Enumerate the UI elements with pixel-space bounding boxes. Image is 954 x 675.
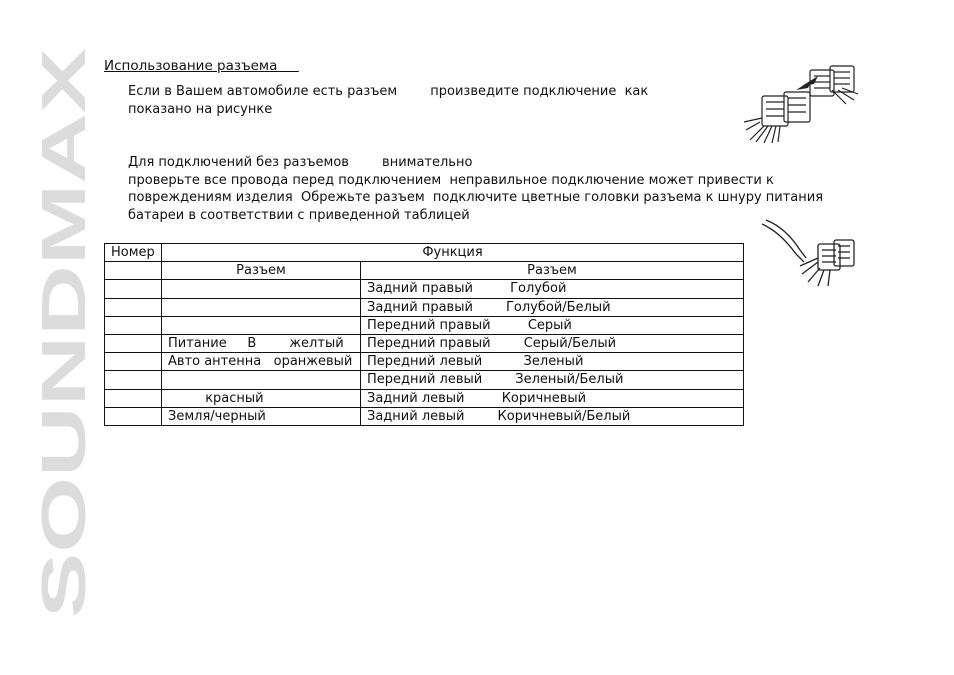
- connector-plug-illustration: [742, 60, 860, 144]
- table-row: [105, 316, 744, 334]
- subheader-right: Разъем: [361, 262, 744, 280]
- brand-logo: [30, 48, 99, 618]
- table-row: [105, 407, 744, 425]
- paragraph-connector: [128, 83, 648, 118]
- subheader-left: Разъем: [162, 262, 361, 280]
- row-left: [162, 280, 361, 298]
- row-number: [105, 280, 162, 298]
- wiring-table: [104, 243, 744, 426]
- row-right: Передний правый Серый: [361, 316, 744, 334]
- paragraph-line: Если в Вашем автомобиле есть разъем произведите подключение как: [128, 84, 649, 99]
- row-right: Задний левый Коричневый: [361, 389, 744, 407]
- row-left: Питание В желтый: [162, 334, 361, 352]
- row-left: [162, 371, 361, 389]
- row-right: Передний правый Серый/Белый: [361, 334, 744, 352]
- wire-cutter-illustration: [760, 218, 856, 288]
- brand-logo-text: SOUNDMAX: [30, 256, 99, 618]
- row-number: [105, 334, 162, 352]
- row-left: Авто антенна оранжевый: [162, 353, 361, 371]
- table-row: [105, 298, 744, 316]
- row-number: [105, 316, 162, 334]
- section-heading: Использование разъема: [104, 58, 299, 74]
- paragraph-line: повреждениям изделия Обрежьте разъем подключите цветные головки разъема к шнуру питания: [128, 190, 824, 205]
- row-number: [105, 353, 162, 371]
- table-cell: [105, 262, 162, 280]
- table-row: [105, 353, 744, 371]
- paragraph-line: батареи в соответствии с приведенной таблицей: [128, 207, 470, 223]
- paragraph-line: проверьте все провода перед подключением неправильное подключение может привести к: [128, 172, 774, 188]
- paragraph-line: Для подключений без разъемов внимательно: [128, 155, 473, 170]
- table-row: [105, 334, 744, 352]
- row-left: [162, 298, 361, 316]
- row-number: [105, 298, 162, 316]
- row-right: Задний правый Голубой/Белый: [361, 298, 744, 316]
- row-number: [105, 371, 162, 389]
- table-row: [105, 389, 744, 407]
- row-right: Передний левый Зеленый: [361, 353, 744, 371]
- paragraph-no-connector: [128, 154, 823, 224]
- table-subheader-row: [105, 262, 744, 280]
- table-row: [105, 371, 744, 389]
- row-right: Задний правый Голубой: [361, 280, 744, 298]
- row-left: [162, 316, 361, 334]
- row-right: Передний левый Зеленый/Белый: [361, 371, 744, 389]
- table-header-row: [105, 244, 744, 262]
- header-number: Номер: [105, 244, 162, 262]
- paragraph-line: показано на рисунке: [128, 101, 273, 117]
- row-left: Земля/черный: [162, 407, 361, 425]
- row-number: [105, 389, 162, 407]
- row-right: Задний левый Коричневый/Белый: [361, 407, 744, 425]
- header-function: Функция: [162, 244, 744, 262]
- table-row: [105, 280, 744, 298]
- row-left: красный: [162, 389, 361, 407]
- row-number: [105, 407, 162, 425]
